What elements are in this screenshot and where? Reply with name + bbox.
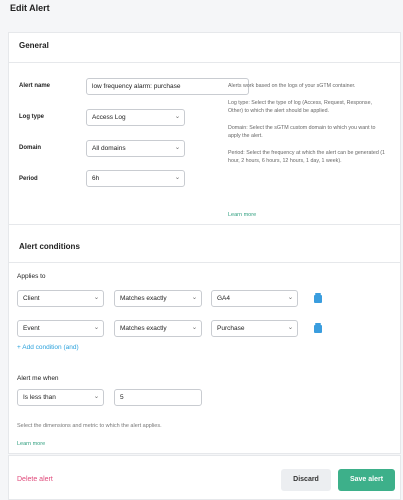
discard-button[interactable]: Discard	[281, 469, 331, 491]
condition-1-dimension-select[interactable]	[17, 290, 104, 307]
conditions-card	[8, 224, 401, 454]
chevron-down-icon	[192, 321, 197, 336]
general-help-text	[228, 82, 388, 174]
divider	[8, 62, 401, 63]
comparator-select[interactable]	[17, 389, 104, 406]
chevron-down-icon	[288, 321, 293, 336]
delete-alert-button[interactable]: Delete alert	[17, 476, 53, 483]
period-select[interactable]	[86, 170, 185, 187]
chevron-down-icon	[175, 110, 180, 125]
alert-name-label: Alert name	[19, 83, 51, 89]
condition-2-operator-value: Matches exactly	[120, 325, 167, 332]
log-type-label: Log type	[19, 114, 44, 120]
domain-label: Domain	[19, 145, 42, 151]
chevron-down-icon	[175, 141, 180, 156]
condition-2-dimension-value: Event	[23, 325, 40, 332]
log-type-value: Access Log	[92, 114, 126, 121]
conditions-note: Select the dimensions and metric to which the alert applies.	[17, 423, 162, 429]
trash-icon[interactable]	[312, 322, 324, 334]
condition-2-value: Purchase	[217, 325, 245, 332]
chevron-down-icon	[192, 291, 197, 306]
condition-2-operator-select[interactable]	[114, 320, 202, 337]
help-period: Period: Select the frequency at which the alert can be generated (1 hour, 2 hours, 6 hours, 12 hours, 1 day, 1 week).	[228, 149, 385, 164]
conditions-heading: Alert conditions	[19, 242, 80, 251]
log-type-select[interactable]	[86, 109, 185, 126]
help-intro: Alerts work based on the logs of your sGTM container.	[228, 83, 356, 89]
condition-2-dimension-select[interactable]	[17, 320, 104, 337]
trash-icon[interactable]	[312, 292, 324, 304]
general-learn-more-link[interactable]: Learn more	[228, 212, 257, 218]
condition-1-value-select[interactable]	[211, 290, 298, 307]
applies-to-label: Applies to	[17, 273, 46, 280]
alert-name-input[interactable]: low frequency alarm: purchase	[86, 78, 249, 95]
chevron-down-icon	[175, 171, 180, 186]
alert-me-when-label: Alert me when	[17, 375, 59, 382]
chevron-down-icon	[94, 321, 99, 336]
period-label: Period	[19, 176, 38, 182]
period-value: 6h	[92, 175, 100, 182]
threshold-input[interactable]: 5	[114, 389, 202, 406]
condition-1-operator-select[interactable]	[114, 290, 202, 307]
domain-value: All domains	[92, 145, 126, 152]
domain-select[interactable]	[86, 140, 185, 157]
condition-2-value-select[interactable]	[211, 320, 298, 337]
help-domain: Domain: Select the sGTM custom domain to which you want to apply the alert.	[228, 124, 376, 139]
add-condition-button[interactable]: + Add condition (and)	[17, 344, 79, 351]
condition-1-dimension-value: Client	[23, 295, 40, 302]
help-log-type: Log type: Select the type of log (Access, Request, Response, Other) to which the alert should be applied.	[228, 99, 372, 114]
conditions-learn-more-link[interactable]: Learn more	[17, 441, 46, 447]
divider	[8, 262, 401, 263]
save-alert-button[interactable]: Save alert	[338, 469, 395, 491]
chevron-down-icon	[94, 291, 99, 306]
condition-1-operator-value: Matches exactly	[120, 295, 167, 302]
condition-1-value: GA4	[217, 295, 231, 302]
page-title: Edit Alert	[10, 3, 50, 13]
chevron-down-icon	[288, 291, 293, 306]
chevron-down-icon	[94, 390, 99, 405]
general-heading: General	[19, 41, 49, 50]
comparator-value: Is less than	[23, 394, 56, 401]
